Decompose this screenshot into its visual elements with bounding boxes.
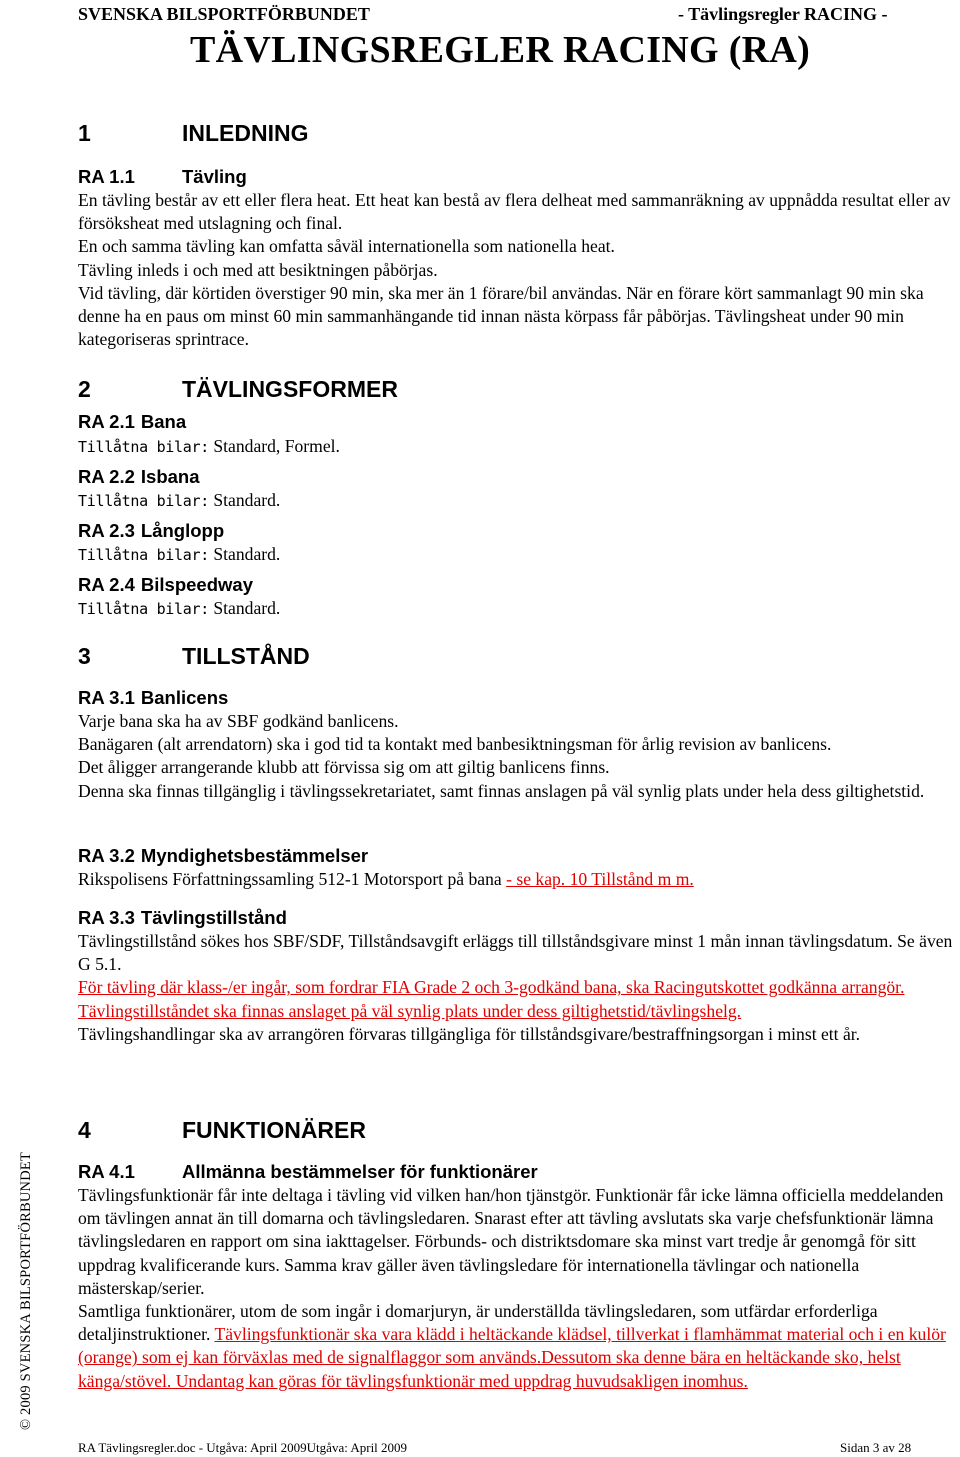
rule-number: RA 3.3	[78, 907, 135, 928]
paragraph: Varje bana ska ha av SBF godkänd banlicens.	[78, 711, 399, 731]
rule-number: RA 2.3	[78, 520, 135, 541]
paragraph: Banägaren (alt arrendatorn) ska i god tid ta kontakt med banbesiktningsman för årlig revision av banlicens.	[78, 734, 832, 755]
rule-2-4-body	[78, 597, 960, 621]
paragraph: Vid tävling, där körtiden överstiger 90 min, ska mer än 1 förare/bil användas. När en förare kört sammanlagt 90 min ska denne ha en paus om minst 60 min sammanhängande tid innan nästa körpass får påbörjas. Tävlingsheat under 90 min kategoriseras sprintrace.	[78, 282, 924, 350]
rule-1-1-heading	[78, 166, 247, 188]
rule-3-3-body	[78, 930, 960, 1046]
paragraph: Det åligger arrangerande klubb att förvissa sig om att giltig banlicens finns.	[78, 757, 610, 778]
paragraph: Tävling inleds i och med att besiktningen påbörjas.	[78, 259, 438, 280]
rule-title: Tävling	[182, 166, 247, 187]
copyright-sidebar: © 2009 SVENSKA BILSPORTFÖRBUNDET	[18, 1152, 34, 1430]
rule-2-3-heading	[78, 520, 224, 542]
paragraph-text: Samtliga funktionärer, utom de som ingår i domarjuryn, är underställda tävlingsledaren, som utfärdar erforderliga detaljinstruktioner.	[78, 1301, 878, 1345]
allowed-cars-value: Standard.	[208, 490, 281, 510]
rule-4-1-heading	[78, 1161, 538, 1183]
section-2-heading	[78, 376, 398, 403]
header-organization: SVENSKA BILSPORTFÖRBUNDET	[78, 4, 370, 24]
allowed-cars-value: Standard.	[208, 598, 281, 618]
allowed-cars-value: Standard, Formel.	[208, 436, 340, 456]
section-4-heading	[78, 1117, 366, 1144]
paragraph-change: För tävling där klass-/er ingår, som fordrar FIA Grade 2 och 3-godkänd bana, ska Racingutskottet godkänna arrangör.	[78, 977, 905, 998]
rule-4-1-body	[78, 1184, 960, 1393]
allowed-cars-label: Tillåtna bilar:	[78, 600, 209, 618]
rule-3-2-heading	[78, 845, 368, 867]
rule-title: Banlicens	[140, 687, 229, 708]
section-title: FUNKTIONÄRER	[182, 1117, 366, 1143]
allowed-cars-value: Standard.	[208, 544, 281, 564]
allowed-cars-label: Tillåtna bilar:	[78, 492, 209, 510]
rule-3-1-body	[78, 710, 960, 803]
rule-number: RA 1.1	[78, 166, 135, 187]
rule-number: RA 2.4	[78, 574, 135, 595]
section-3-heading	[78, 643, 310, 670]
header-section: - Tävlingsregler RACING -	[678, 4, 888, 24]
section-number: 2	[78, 376, 91, 402]
paragraph-change: Tävlingsfunktionär ska vara klädd i heltäckande klädsel, tillverkat i flamhämmat material och i en kulör (orange) som ej kan förväxlas med de signalflaggor som används.Dessutom ska denne bära en heltäckande sko, helst känga/stövel. Undantag kan göras för tävlingsfunktionär med uppdrag huvudsakligen inomhus.	[78, 1324, 946, 1391]
paragraph: Tävlingshandlingar ska av arrangören förvaras tillgängliga för tillståndsgivare/bestraffningsorgan i minst ett år.	[78, 1023, 861, 1044]
paragraph: Rikspolisens Författningssamling 512-1 Motorsport på bana	[78, 869, 507, 889]
section-title: INLEDNING	[182, 120, 309, 146]
rule-2-3-body	[78, 543, 960, 567]
rule-2-1-heading	[78, 411, 186, 433]
rule-title: Isbana	[140, 466, 200, 487]
chapter-reference-link[interactable]: - se kap. 10 Tillstånd m m.	[506, 869, 694, 889]
rule-number: RA 4.1	[78, 1161, 135, 1182]
rule-title: Bilspeedway	[140, 574, 253, 595]
section-number: 1	[78, 120, 91, 146]
rule-number: RA 3.2	[78, 845, 135, 866]
footer-filename: RA Tävlingsregler.doc - Utgåva: April 2009Utgåva: April 2009	[78, 1440, 408, 1455]
rule-2-2-heading	[78, 466, 200, 488]
section-1-heading	[78, 120, 309, 147]
document-title: TÄVLINGSREGLER RACING (RA)	[190, 29, 811, 71]
section-number: 3	[78, 643, 91, 669]
rule-2-4-heading	[78, 574, 253, 596]
section-title: TÄVLINGSFORMER	[182, 376, 398, 402]
paragraph: Tävlingsfunktionär får inte deltaga i tävling vid vilken han/hon tjänstgör. Funktionär får icke lämna officiella meddelanden om tävlingen annat än till domarna och tävlingsledaren. Snarast efter att tävling avslutats ska varje chefsfunktionär lämna tävlingsledaren en rapport om sina iakttagelser. Förbunds- och distriktsdomare ska minst vart tredje år genomgå för sitt uppdrag kvalificerande kurs. Samma krav gäller även tävlingsledare för internationella tävlingar och nationella mästerskap/serier.	[78, 1185, 944, 1298]
rule-title: Myndighetsbestämmelser	[140, 845, 369, 866]
allowed-cars-label: Tillåtna bilar:	[78, 546, 209, 564]
rule-title: Allmänna bestämmelser för funktionärer	[182, 1161, 538, 1182]
rule-number: RA 3.1	[78, 687, 135, 708]
rule-title: Tävlingstillstånd	[140, 907, 287, 928]
section-title: TILLSTÅND	[182, 643, 310, 669]
section-number: 4	[78, 1117, 91, 1143]
rule-2-1-body	[78, 435, 960, 459]
rule-1-1-body	[78, 189, 960, 351]
rule-2-2-body	[78, 489, 960, 513]
paragraph: Tävlingstillstånd sökes hos SBF/SDF, Tillståndsavgift erläggs till tillståndsgivare minst 1 mån innan tävlingsdatum. Se även G 5.1.	[78, 931, 953, 975]
paragraph-change: Tävlingstillståndet ska finnas anslaget på väl synlig plats under dess giltighetstid/tävlingshelg.	[78, 1000, 742, 1021]
paragraph: En och samma tävling kan omfatta såväl internationella som nationella heat.	[78, 236, 615, 257]
paragraph: Denna ska finnas tillgänglig i tävlingssekretariatet, samt finnas anslagen på väl synlig plats under hela dess giltighetstid.	[78, 780, 925, 801]
footer-page-number: Sidan 3 av 28	[840, 1440, 912, 1455]
rule-3-3-heading	[78, 907, 287, 929]
allowed-cars-label: Tillåtna bilar:	[78, 438, 209, 456]
paragraph	[78, 1300, 960, 1393]
rule-number: RA 2.2	[78, 466, 135, 487]
rule-title: Bana	[140, 411, 187, 432]
rule-title: Långlopp	[140, 520, 225, 541]
paragraph: En tävling består av ett eller flera heat. Ett heat kan bestå av flera delheat med sammanräkning av uppnådda resultat eller av försöksheat med utslagning och final.	[78, 190, 951, 234]
rule-number: RA 2.1	[78, 411, 135, 432]
rule-3-1-heading	[78, 687, 228, 709]
rule-3-2-body	[78, 868, 960, 891]
